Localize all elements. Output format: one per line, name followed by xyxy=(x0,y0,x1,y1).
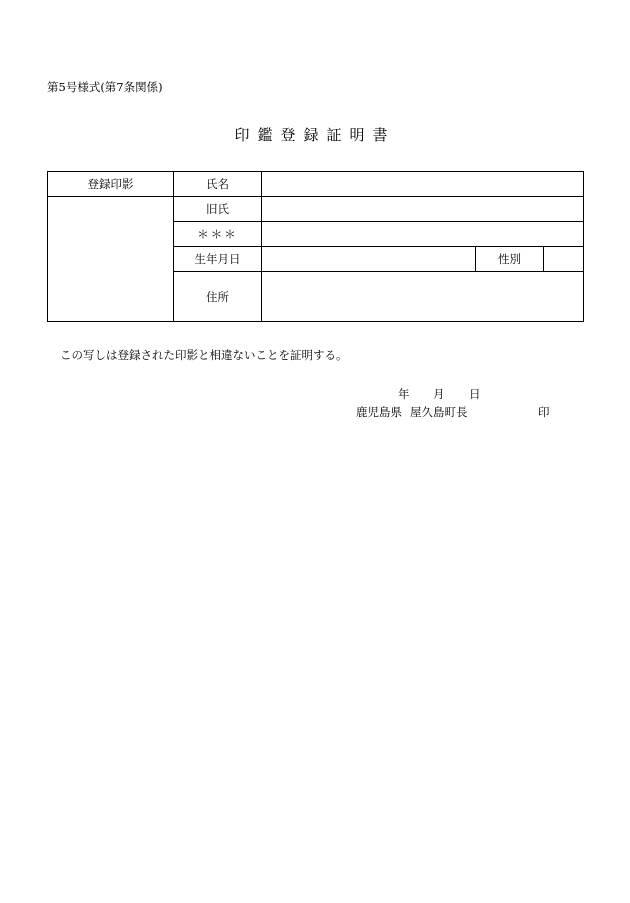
masked-value xyxy=(262,222,584,247)
date-day: 日 xyxy=(469,387,481,401)
issuer-mayor: 屋久島町長 xyxy=(410,405,468,419)
certificate-table xyxy=(47,171,584,322)
former-name-value xyxy=(262,197,584,222)
address-value xyxy=(262,272,584,322)
issuer-prefecture: 鹿児島県 xyxy=(356,405,402,419)
registered-seal-box xyxy=(48,197,174,322)
gender-label: 性別 xyxy=(476,247,544,272)
document-title: 印鑑登録証明書 xyxy=(234,126,396,144)
name-value xyxy=(262,172,584,197)
date-year: 年 xyxy=(398,387,410,401)
address-label: 住所 xyxy=(174,272,262,322)
form-number: 第5号様式(第7条関係) xyxy=(47,80,163,94)
masked-label: ＊＊＊ xyxy=(174,222,262,247)
date-month: 月 xyxy=(433,387,445,401)
gender-value xyxy=(544,247,584,272)
name-label: 氏名 xyxy=(174,172,262,197)
former-name-label: 旧氏 xyxy=(174,197,262,222)
certification-statement: この写しは登録された印影と相違ないことを証明する。 xyxy=(60,348,348,362)
registered-seal-label: 登録印影 xyxy=(48,172,174,197)
birthdate-value xyxy=(262,247,476,272)
birthdate-label: 生年月日 xyxy=(174,247,262,272)
issuer-seal-mark: 印 xyxy=(538,405,550,419)
